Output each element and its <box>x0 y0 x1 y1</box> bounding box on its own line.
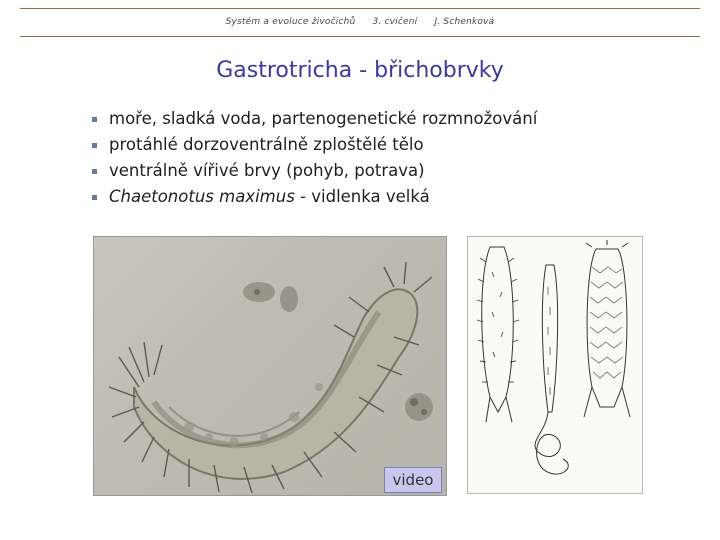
header-rule-top <box>20 8 700 9</box>
slide-title: Gastrotricha - břichobrvky <box>216 58 504 83</box>
bullet-item <box>88 184 537 210</box>
header-course: Systém a evoluce živočichů <box>225 17 356 27</box>
bullet-text: ventrálně vířivé brvy (pohyb, potrava) <box>109 161 425 180</box>
bullet-text <box>109 184 430 210</box>
bullet-list <box>88 106 537 210</box>
bullet-text: protáhlé dorzoventrálně zploštělé tělo <box>109 135 424 154</box>
bullet-text: moře, sladká voda, partenogenetické rozmnožování <box>109 109 538 128</box>
video-link[interactable]: video <box>384 467 442 493</box>
bullet-item <box>88 158 537 184</box>
bullet-square-icon <box>92 117 97 122</box>
header-author: J. Schenková <box>434 17 495 27</box>
gastrotrich-drawings-image <box>468 237 642 493</box>
bullet-square-icon <box>92 143 97 148</box>
header-rule-bottom <box>20 36 700 37</box>
species-common-name: - vidlenka velká <box>294 187 430 206</box>
slide-header <box>0 17 720 27</box>
gastrotrich-photo-image <box>94 237 446 495</box>
microscope-photo <box>93 236 447 496</box>
bullet-square-icon <box>92 169 97 174</box>
species-latin-name: Chaetonotus maximus <box>109 187 295 206</box>
header-exercise: 3. cvičení <box>372 17 418 27</box>
bullet-square-icon <box>92 195 97 200</box>
species-illustration <box>467 236 643 494</box>
bullet-item <box>88 106 537 132</box>
bullet-item <box>88 132 537 158</box>
